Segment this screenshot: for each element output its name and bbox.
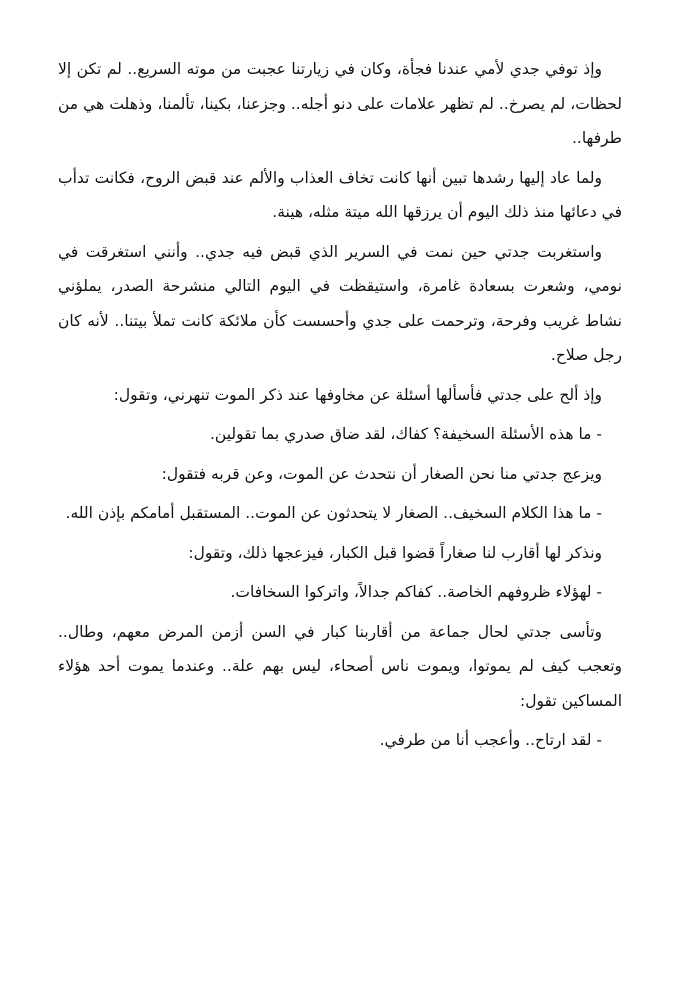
paragraph-1: وإذ توفي جدي لأمي عندنا فجأة، وكان في زيارتنا عجبت من موته السريع.. لم تكن إلا لحظات، لم يصرخ.. لم تظهر علامات على دنو أجله.. وجزعنا، بكينا، تألمنا، وذهلت هي من طرفها..: [58, 60, 622, 147]
paragraph-7: وتأسى جدتي لحال جماعة من أقاربنا كبار في السن أزمن المرض معهم، وطال.. وتعجب كيف لم يموتوا، ويموت ناس أصحاء، ليس بهم علة.. وعندما يموت أحد هؤلاء المساكين تقول:: [58, 622, 622, 710]
dialogue-line-3: - لهؤلاء ظروفهم الخاصة.. كفاكم جدالاً، واتركوا السخافات.: [230, 583, 602, 601]
paragraph-5: ويزعج جدتي منا نحن الصغار أن نتحدث عن الموت، وعن قربه فتقول:: [161, 464, 602, 483]
paragraph-4: وإذ ألح على جدتي فأسألها أسئلة عن مخاوفها عند ذكر الموت تنهرني، وتقول:: [113, 385, 602, 404]
paragraph-2: ولما عاد إليها رشدها تبين أنها كانت تخاف العذاب والألم عند قبض الروح، فكانت تدأب في دعائها منذ ذلك اليوم أن يرزقها الله ميتة مثله، هينة.: [58, 168, 622, 221]
dialogue-line-1: - ما هذه الأسئلة السخيفة؟ كفاك، لقد ضاق صدري بما تقولين.: [209, 425, 602, 443]
dialogue-line-4: - لقد ارتاح.. وأعجب أنا من طرفي.: [379, 731, 602, 749]
paragraph-3: واستغربت جدتي حين نمت في السرير الذي قبض فيه جدي.. وأنني استغرقت في نومي، وشعرت بسعادة غامرة، واستيقظت في اليوم التالي منشرحة الصدر، يملؤني نشاط غريب وفرحة، وترحمت على جدي وأحسست كأن ملائكة كانت تملأ بيتنا.. لأنه كان رجل صلاح.: [58, 242, 622, 364]
paragraph-6: ونذكر لها أقارب لنا صغاراً قضوا قبل الكبار، فيزعجها ذلك، وتقول:: [188, 543, 602, 562]
document-page: [58, 52, 622, 763]
dialogue-line-2: - ما هذا الكلام السخيف.. الصغار لا يتحدثون عن الموت.. المستقبل أمامكم بإذن الله.: [65, 504, 602, 522]
